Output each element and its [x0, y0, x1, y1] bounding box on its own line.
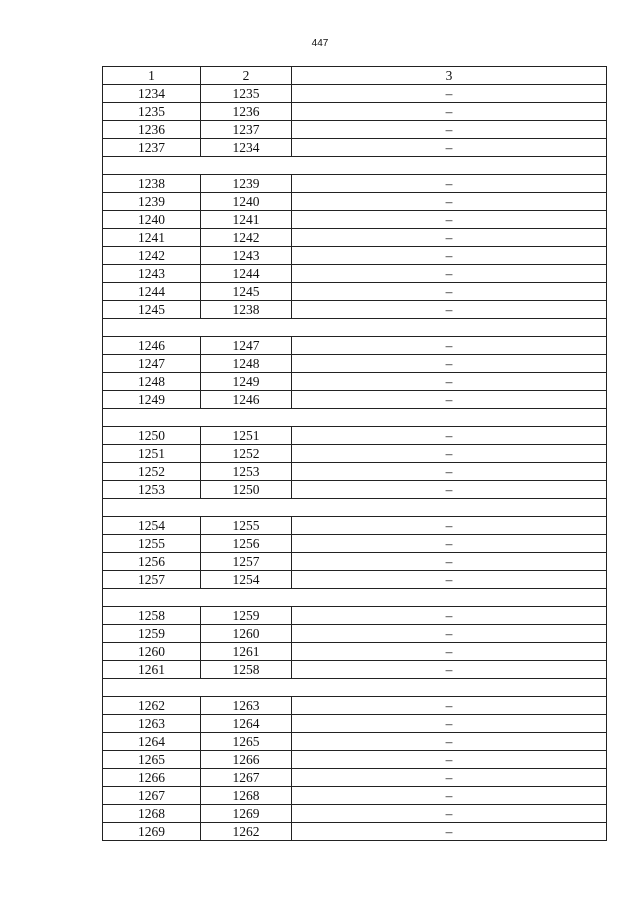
table-cell-col-1: 1263 — [103, 715, 201, 733]
table-row — [103, 463, 607, 481]
table-cell-col-2: 1239 — [201, 175, 292, 193]
table-cell-col-3: – — [292, 535, 607, 553]
table-cell-col-3: – — [292, 391, 607, 409]
header-cell-1: 1 — [103, 67, 201, 85]
table-cell-col-3: – — [292, 517, 607, 535]
table-row — [103, 193, 607, 211]
table-cell-col-2: 1264 — [201, 715, 292, 733]
table-row — [103, 373, 607, 391]
table-cell-col-1: 1247 — [103, 355, 201, 373]
group-separator-row — [103, 679, 607, 697]
table-cell-col-1: 1242 — [103, 247, 201, 265]
table-cell-col-3: – — [292, 175, 607, 193]
table-cell-col-2: 1265 — [201, 733, 292, 751]
table-cell-col-3: – — [292, 697, 607, 715]
separator-cell — [103, 319, 607, 337]
table-row — [103, 139, 607, 157]
table-cell-col-1: 1248 — [103, 373, 201, 391]
table-cell-col-3: – — [292, 229, 607, 247]
table-cell-col-2: 1256 — [201, 535, 292, 553]
table-cell-col-3: – — [292, 247, 607, 265]
table-cell-col-2: 1240 — [201, 193, 292, 211]
table-cell-col-2: 1253 — [201, 463, 292, 481]
table-cell-col-2: 1241 — [201, 211, 292, 229]
table-cell-col-1: 1255 — [103, 535, 201, 553]
table-cell-col-2: 1249 — [201, 373, 292, 391]
table-cell-col-3: – — [292, 301, 607, 319]
table-cell-col-1: 1254 — [103, 517, 201, 535]
table-row — [103, 175, 607, 193]
table-row — [103, 733, 607, 751]
table-cell-col-2: 1257 — [201, 553, 292, 571]
table-cell-col-1: 1259 — [103, 625, 201, 643]
separator-cell — [103, 499, 607, 517]
table-cell-col-2: 1259 — [201, 607, 292, 625]
table-row — [103, 787, 607, 805]
table-cell-col-2: 1263 — [201, 697, 292, 715]
table-row — [103, 427, 607, 445]
table-row — [103, 715, 607, 733]
table-cell-col-2: 1248 — [201, 355, 292, 373]
table-cell-col-1: 1266 — [103, 769, 201, 787]
table-cell-col-3: – — [292, 571, 607, 589]
table-cell-col-3: – — [292, 607, 607, 625]
table-cell-col-1: 1261 — [103, 661, 201, 679]
table-cell-col-2: 1244 — [201, 265, 292, 283]
table-cell-col-2: 1246 — [201, 391, 292, 409]
table-row — [103, 283, 607, 301]
table-cell-col-3: – — [292, 661, 607, 679]
table-cell-col-1: 1260 — [103, 643, 201, 661]
table-cell-col-2: 1267 — [201, 769, 292, 787]
table-cell-col-3: – — [292, 715, 607, 733]
group-separator-row — [103, 319, 607, 337]
table-cell-col-2: 1250 — [201, 481, 292, 499]
table-cell-col-1: 1238 — [103, 175, 201, 193]
table-row — [103, 805, 607, 823]
table-row — [103, 769, 607, 787]
group-separator-row — [103, 499, 607, 517]
table-cell-col-1: 1267 — [103, 787, 201, 805]
table-cell-col-1: 1246 — [103, 337, 201, 355]
table-cell-col-3: – — [292, 85, 607, 103]
table-row — [103, 247, 607, 265]
table-row — [103, 301, 607, 319]
group-separator-row — [103, 157, 607, 175]
table-cell-col-1: 1251 — [103, 445, 201, 463]
table-cell-col-1: 1236 — [103, 121, 201, 139]
table-cell-col-1: 1235 — [103, 103, 201, 121]
table-cell-col-1: 1256 — [103, 553, 201, 571]
table-cell-col-2: 1255 — [201, 517, 292, 535]
table-cell-col-1: 1253 — [103, 481, 201, 499]
table-row — [103, 229, 607, 247]
table-row — [103, 445, 607, 463]
table-cell-col-3: – — [292, 445, 607, 463]
table-cell-col-2: 1237 — [201, 121, 292, 139]
table-cell-col-3: – — [292, 643, 607, 661]
table-cell-col-3: – — [292, 805, 607, 823]
table-row — [103, 517, 607, 535]
table-cell-col-3: – — [292, 751, 607, 769]
table-cell-col-2: 1258 — [201, 661, 292, 679]
separator-cell — [103, 409, 607, 427]
table-row — [103, 121, 607, 139]
table-cell-col-1: 1250 — [103, 427, 201, 445]
table-cell-col-3: – — [292, 373, 607, 391]
table-cell-col-1: 1264 — [103, 733, 201, 751]
table-cell-col-2: 1269 — [201, 805, 292, 823]
table-cell-col-2: 1238 — [201, 301, 292, 319]
page-number: 447 — [311, 38, 329, 49]
table-row — [103, 535, 607, 553]
table-cell-col-1: 1249 — [103, 391, 201, 409]
table-cell-col-3: – — [292, 463, 607, 481]
table-cell-col-2: 1268 — [201, 787, 292, 805]
table-cell-col-1: 1243 — [103, 265, 201, 283]
table-cell-col-2: 1235 — [201, 85, 292, 103]
table-cell-col-3: – — [292, 427, 607, 445]
table-cell-col-1: 1239 — [103, 193, 201, 211]
table-row — [103, 553, 607, 571]
table-cell-col-3: – — [292, 481, 607, 499]
table-cell-col-3: – — [292, 193, 607, 211]
table-cell-col-3: – — [292, 265, 607, 283]
table-cell-col-3: – — [292, 823, 607, 841]
table-cell-col-2: 1242 — [201, 229, 292, 247]
group-separator-row — [103, 589, 607, 607]
table-cell-col-1: 1269 — [103, 823, 201, 841]
table-cell-col-1: 1237 — [103, 139, 201, 157]
table-row — [103, 571, 607, 589]
table-cell-col-2: 1261 — [201, 643, 292, 661]
table-cell-col-1: 1245 — [103, 301, 201, 319]
table-cell-col-3: – — [292, 283, 607, 301]
table-cell-col-1: 1268 — [103, 805, 201, 823]
table-cell-col-2: 1243 — [201, 247, 292, 265]
table-cell-col-3: – — [292, 139, 607, 157]
table-cell-col-3: – — [292, 355, 607, 373]
separator-cell — [103, 589, 607, 607]
table-cell-col-1: 1258 — [103, 607, 201, 625]
separator-cell — [103, 157, 607, 175]
table-row — [103, 697, 607, 715]
table-cell-col-1: 1265 — [103, 751, 201, 769]
table-row — [103, 607, 607, 625]
table-body — [103, 67, 607, 841]
table-cell-col-2: 1260 — [201, 625, 292, 643]
table-cell-col-1: 1262 — [103, 697, 201, 715]
table-row — [103, 823, 607, 841]
table-row — [103, 355, 607, 373]
table-cell-col-1: 1234 — [103, 85, 201, 103]
table-cell-col-1: 1240 — [103, 211, 201, 229]
table-cell-col-3: – — [292, 625, 607, 643]
table-cell-col-3: – — [292, 337, 607, 355]
table-cell-col-2: 1236 — [201, 103, 292, 121]
table-cell-col-2: 1262 — [201, 823, 292, 841]
table-row — [103, 211, 607, 229]
table-cell-col-2: 1266 — [201, 751, 292, 769]
table-cell-col-1: 1252 — [103, 463, 201, 481]
group-separator-row — [103, 409, 607, 427]
table-cell-col-2: 1254 — [201, 571, 292, 589]
table-cell-col-3: – — [292, 769, 607, 787]
table-cell-col-3: – — [292, 121, 607, 139]
header-cell-2: 2 — [201, 67, 292, 85]
table-row — [103, 391, 607, 409]
table-cell-col-3: – — [292, 787, 607, 805]
table-row — [103, 85, 607, 103]
table-cell-col-3: – — [292, 553, 607, 571]
table-row — [103, 643, 607, 661]
table-cell-col-2: 1245 — [201, 283, 292, 301]
table-cell-col-3: – — [292, 733, 607, 751]
table-cell-col-2: 1251 — [201, 427, 292, 445]
table-cell-col-3: – — [292, 211, 607, 229]
table-row — [103, 625, 607, 643]
table-row — [103, 103, 607, 121]
table-cell-col-1: 1244 — [103, 283, 201, 301]
table-cell-col-1: 1257 — [103, 571, 201, 589]
separator-cell — [103, 679, 607, 697]
table-row — [103, 337, 607, 355]
table-row — [103, 481, 607, 499]
table-cell-col-1: 1241 — [103, 229, 201, 247]
table-row — [103, 751, 607, 769]
table-header-row — [103, 67, 607, 85]
table-cell-col-2: 1234 — [201, 139, 292, 157]
table-row — [103, 661, 607, 679]
table-cell-col-2: 1247 — [201, 337, 292, 355]
data-table — [102, 66, 607, 841]
header-cell-3: 3 — [292, 67, 607, 85]
table-cell-col-3: – — [292, 103, 607, 121]
table-cell-col-2: 1252 — [201, 445, 292, 463]
table-row — [103, 265, 607, 283]
